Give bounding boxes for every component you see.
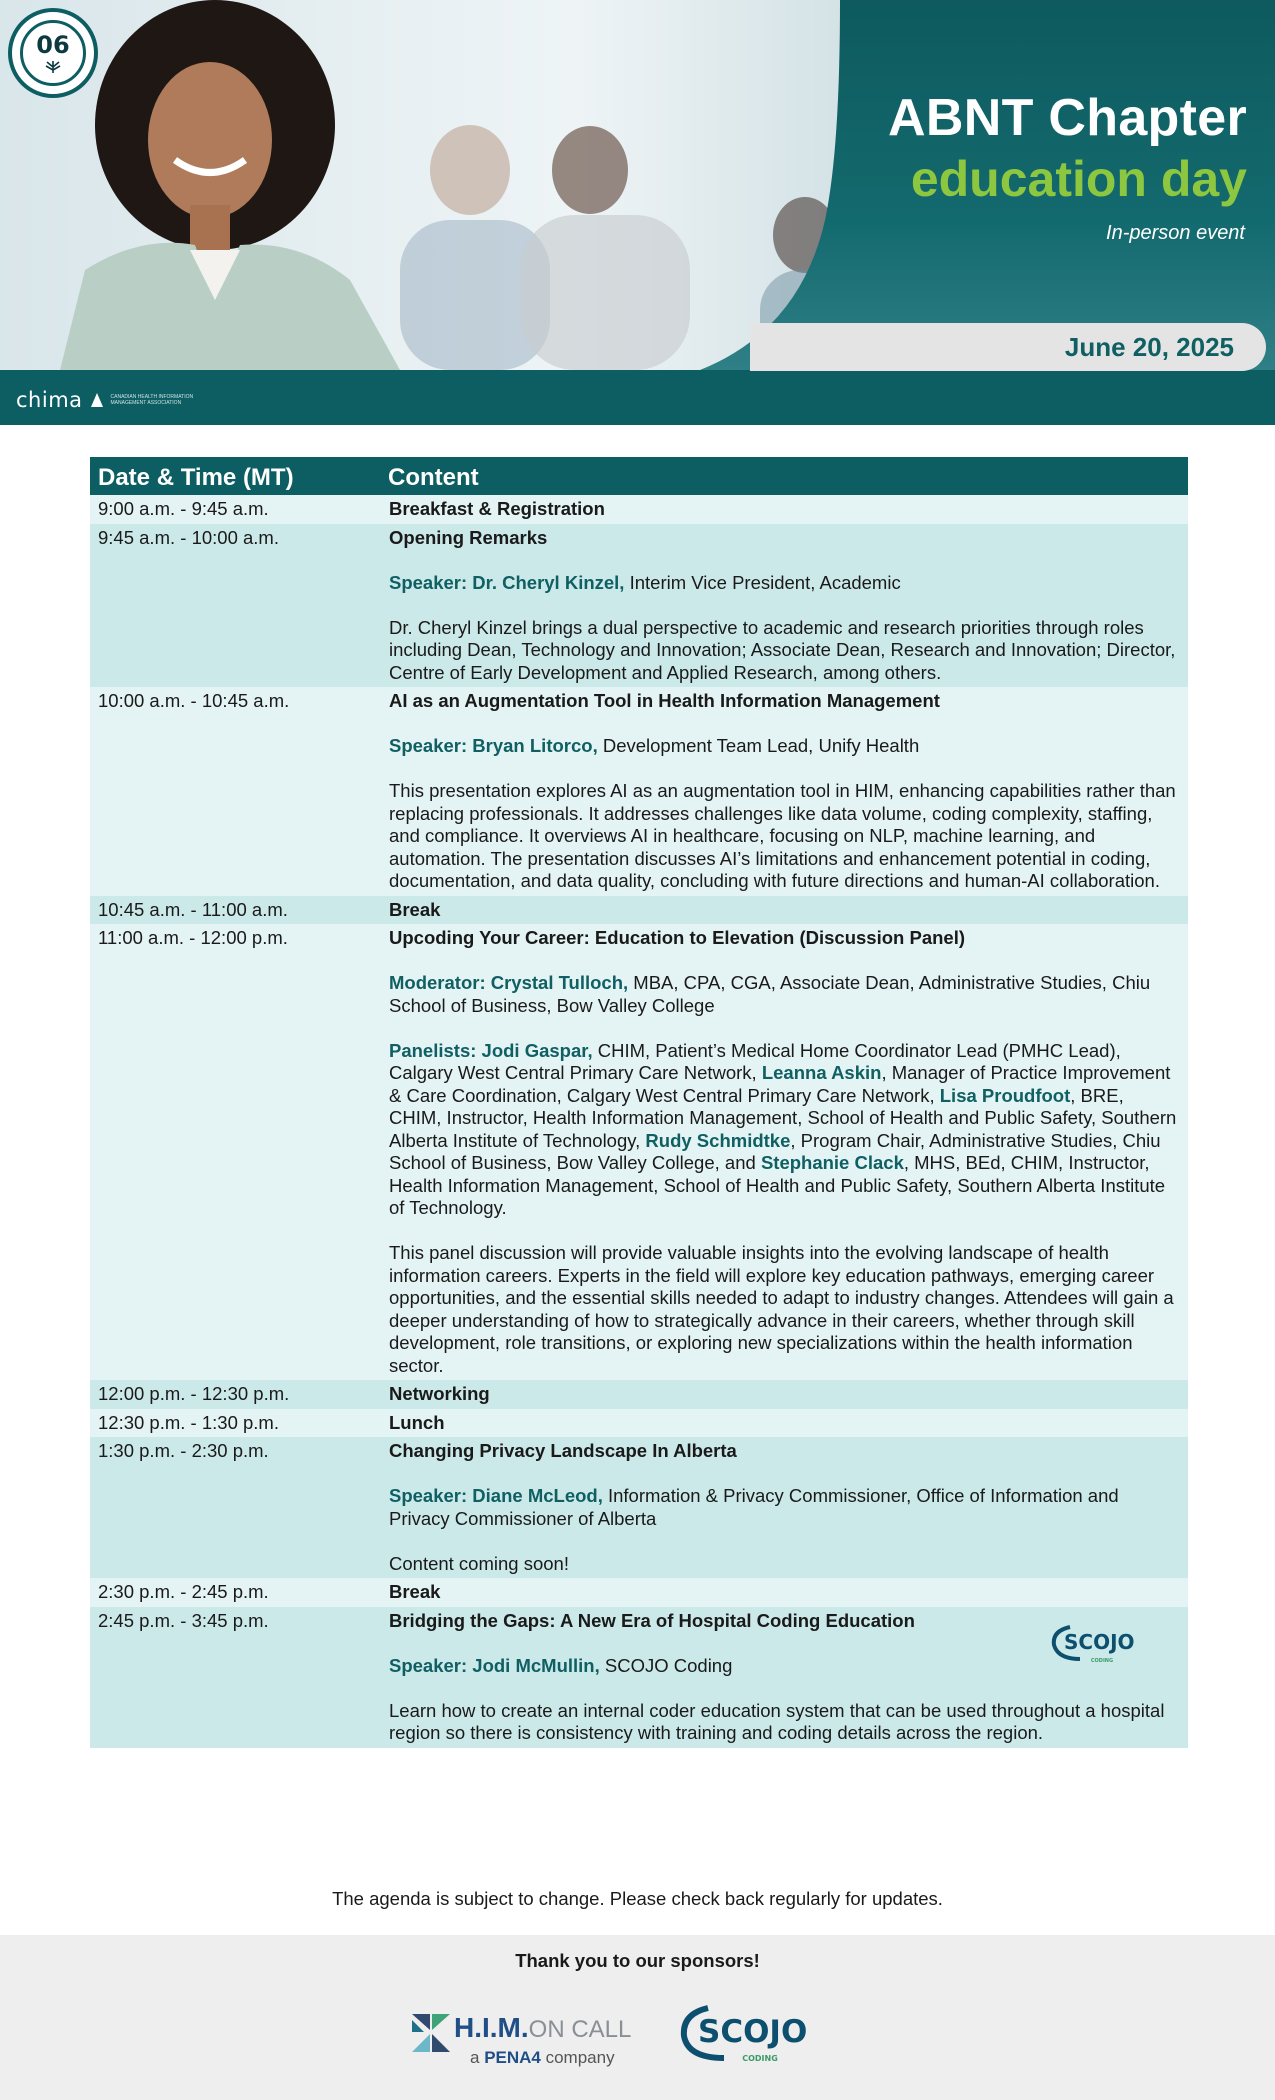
- speaker-name: Speaker: Dr. Cheryl Kinzel,: [389, 571, 625, 593]
- session-description: Content coming soon!: [389, 1552, 569, 1574]
- session-time: 12:00 p.m. - 12:30 p.m.: [90, 1380, 380, 1409]
- agenda-notice: The agenda is subject to change. Please check back regularly for updates.: [332, 1888, 943, 1909]
- session-title: Opening Remarks: [389, 526, 548, 548]
- session-time: 9:45 a.m. - 10:00 a.m.: [90, 524, 380, 688]
- chima-mark-icon: [91, 393, 103, 407]
- scojo-logo-large: [678, 2000, 834, 2066]
- pena4-brand: PENA4: [484, 2048, 541, 2067]
- session-title: Break: [389, 1581, 441, 1602]
- session-title: Break: [389, 898, 441, 920]
- event-date-pill: [750, 323, 1266, 371]
- him-wordmark: H.I.M.: [454, 2012, 529, 2043]
- session-description: Learn how to create an internal coder education system that can be used throughout a hospital region so there is consistency with training and coding details across the region.: [389, 1699, 1165, 1743]
- moderator-name: Moderator: Crystal Tulloch,: [389, 972, 629, 993]
- speaker-name: Speaker: Jodi McMullin,: [389, 1654, 600, 1676]
- content-column-header: Content: [380, 457, 1188, 495]
- agenda-row: [90, 896, 1188, 925]
- session-title: Upcoding Your Career: Education to Elevation (Discussion Panel): [389, 927, 965, 948]
- panelist-name: Lisa Proudfoot: [939, 1084, 1071, 1106]
- session-time: 9:00 a.m. - 9:45 a.m.: [90, 495, 380, 524]
- chima-logo: [16, 388, 201, 412]
- panelist-name: Stephanie Clack: [760, 1152, 904, 1173]
- agenda-row: [90, 524, 1188, 688]
- agenda-row: [90, 1409, 1188, 1438]
- panelist-role: , BRE, CHIM, Instructor, Health Information Management, School of Health and Public Safety, Southern Alberta Institute of Technology,: [389, 1084, 1177, 1151]
- speaker-role: Information & Privacy Commissioner, Office of Information and Privacy Commissioner of Alberta: [389, 1485, 1119, 1529]
- session-time: 2:30 p.m. - 2:45 p.m.: [90, 1578, 380, 1607]
- session-time: 2:45 p.m. - 3:45 p.m.: [90, 1607, 380, 1748]
- scojo-small-sub: CODING: [1090, 1657, 1114, 1664]
- scojo-logo-small: [1050, 1621, 1152, 1665]
- event-title: ABNT Chapter: [888, 89, 1247, 147]
- session-time: 10:45 a.m. - 11:00 a.m.: [90, 896, 380, 925]
- agenda-row: [90, 1437, 1188, 1578]
- session-panelists: [389, 1040, 1179, 1220]
- him-on-call-text: ON CALL: [528, 2016, 632, 2043]
- session-description: This panel discussion will provide valuable insights into the evolving landscape of health information careers. Experts in the field will explore key education pathways, emerging career opportunities, and the essential skills needed to adapt to industry changes. Attendees will gain a deeper understanding of how to strategically advance in their careers, whether through skill development, role transitions, or exploring new specializations within the health information sector.: [389, 1242, 1174, 1376]
- chima-tagline: CANADIAN HEALTH INFORMATION MANAGEMENT ASSOCIATION: [110, 394, 194, 406]
- event-subtitle: education day: [910, 151, 1247, 207]
- panelist-name: Rudy Schmidtke: [645, 1129, 791, 1151]
- panelist-name: Leanna Askin: [761, 1062, 882, 1083]
- wheat-leaf-icon: [43, 59, 63, 73]
- sponsors-section: [0, 1935, 1275, 2100]
- speaker-role: SCOJO Coding: [599, 1654, 733, 1676]
- time-column-header: Date & Time (MT): [90, 457, 380, 495]
- him-on-call-logo: [410, 2010, 635, 2070]
- scojo-large-sub: CODING: [742, 2054, 778, 2063]
- session-title: Changing Privacy Landscape In Alberta: [389, 1440, 737, 1461]
- session-title: Lunch: [389, 1411, 445, 1433]
- session-time: 12:30 p.m. - 1:30 p.m.: [90, 1409, 380, 1438]
- chima-wordmark: chima: [16, 388, 83, 412]
- speaker-name: Speaker: Bryan Litorco,: [389, 735, 598, 756]
- agenda-row: [90, 687, 1188, 896]
- event-date: June 20, 2025: [1064, 332, 1234, 362]
- session-description: This presentation explores AI as an augmentation tool in HIM, enhancing capabilities rather than replacing professionals. It addresses challenges like data volume, coding complexity, staffing, and compliance. It overviews AI in healthcare, focusing on NLP, machine learning, and automation. The presentation discusses AI’s limitations and enhancement potential in coding, documentation, and data quality, concluding with future directions and human-AI collaboration.: [389, 780, 1176, 891]
- session-moderator: [389, 972, 1179, 1017]
- panelist-role: , MHS, BEd, CHIM, Instructor, Health Information Management, School of Health and Public Safety, Southern Alberta Institute of Technology.: [389, 1152, 1166, 1218]
- scojo-large-word: SCOJO: [698, 2014, 808, 2050]
- badge-number: 06: [36, 31, 70, 59]
- sponsors-heading: Thank you to our sponsors!: [515, 1950, 760, 1971]
- agenda-table: [90, 457, 1188, 1748]
- him-sub-prefix: a: [470, 2048, 485, 2067]
- session-description: Dr. Cheryl Kinzel brings a dual perspective to academic and research priorities through roles including Dean, Technology and Innovation; Associate Dean, Research and Innovation; Director, Centre of Early Development and Applied Research, among others.: [389, 616, 1176, 683]
- panelist-name: Panelists: Jodi Gaspar,: [389, 1039, 593, 1061]
- session-title: Breakfast & Registration: [389, 498, 605, 519]
- speaker-role: Development Team Lead, Unify Health: [597, 735, 920, 756]
- agenda-header-row: [90, 457, 1188, 495]
- him-sub-suffix: company: [540, 2048, 615, 2067]
- hero-banner: [0, 0, 1275, 425]
- session-speaker: [389, 1485, 1179, 1530]
- panelist-role: CHIM, Patient’s Medical Home Coordinator Lead (PMHC Lead), Calgary West Central Primary Care Network,: [389, 1039, 1121, 1083]
- agenda-row: [90, 924, 1188, 1380]
- speaker-role: Interim Vice President, Academic: [624, 571, 901, 593]
- agenda-row: [90, 1380, 1188, 1409]
- panelist-role: , Program Chair, Administrative Studies, Chiu School of Business, Bow Valley College, and: [389, 1129, 1161, 1173]
- event-format: In-person event: [1106, 222, 1245, 244]
- session-title: Networking: [389, 1383, 490, 1404]
- panelist-role: , Manager of Practice Improvement & Care Coordination, Calgary West Central Primary Care Network,: [389, 1062, 1171, 1106]
- him-mark-icon: [410, 2012, 452, 2054]
- session-time: 11:00 a.m. - 12:00 p.m.: [90, 924, 380, 1380]
- agenda-row: [90, 495, 1188, 524]
- moderator-role: MBA, CPA, CGA, Associate Dean, Administrative Studies, Chiu School of Business, Bow Valley College: [389, 972, 1151, 1016]
- speaker-name: Speaker: Diane McLeod,: [389, 1485, 603, 1506]
- session-title: AI as an Augmentation Tool in Health Information Management: [389, 690, 940, 711]
- agenda-row: [90, 1578, 1188, 1607]
- session-speaker: [389, 572, 1179, 595]
- session-title: Bridging the Gaps: A New Era of Hospital Coding Education: [389, 1609, 915, 1631]
- chapter-badge: [8, 8, 98, 98]
- session-time: 10:00 a.m. - 10:45 a.m.: [90, 687, 380, 896]
- session-speaker: [389, 735, 1179, 758]
- session-time: 1:30 p.m. - 2:30 p.m.: [90, 1437, 380, 1578]
- agenda-row: [90, 1607, 1188, 1748]
- scojo-small-word: SCOJO: [1064, 1629, 1135, 1654]
